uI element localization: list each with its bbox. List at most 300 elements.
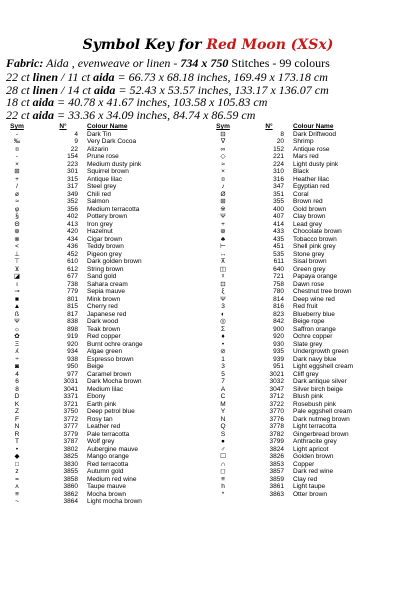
dmc-number-cell: 977 xyxy=(67,370,78,378)
colour-name-cell: Pottery brown xyxy=(87,213,128,220)
colour-name-cell: Light apricot xyxy=(293,445,329,453)
fabric-label: Fabric: xyxy=(6,56,44,70)
symbol-cell: ∩ xyxy=(220,460,226,468)
symbol-cell: A xyxy=(220,385,226,393)
header-colour-name: Colour Name xyxy=(87,123,128,130)
dmc-number-cell: 823 xyxy=(273,310,284,318)
dmc-number-cell: 152 xyxy=(273,145,284,153)
dmc-number-cell: 315 xyxy=(67,175,78,183)
table-row xyxy=(6,483,204,491)
symbol-cell: N xyxy=(220,415,226,423)
dmc-number-cell: 355 xyxy=(273,198,284,205)
colour-name-cell: Saffron orange xyxy=(293,325,336,333)
table-row xyxy=(6,251,204,259)
dmc-number-cell: 301 xyxy=(67,168,78,175)
table-row xyxy=(212,491,410,499)
table-row xyxy=(212,446,410,454)
symbol-cell: - xyxy=(15,130,19,138)
table-header xyxy=(6,123,204,131)
symbol-cell: ⊕ xyxy=(220,228,226,235)
table-row xyxy=(212,333,410,341)
left-column xyxy=(6,123,204,506)
symbol-cell: ♂ xyxy=(220,445,226,453)
symbol-cell: ◎ xyxy=(220,318,226,325)
dmc-number-cell: 3712 xyxy=(269,393,284,400)
table-row xyxy=(6,408,204,416)
dmc-number-cell: 817 xyxy=(67,310,78,318)
colour-name-cell: Wolf grey xyxy=(87,438,115,445)
table-row xyxy=(212,348,410,356)
colour-name-cell: Leather red xyxy=(87,423,121,430)
colour-name-cell: Stone grey xyxy=(293,250,325,258)
colour-name-cell: Lead grey xyxy=(293,220,322,228)
colour-name-cell: Copper xyxy=(293,460,315,468)
table-row xyxy=(212,476,410,484)
symbol-cell: ⊕ xyxy=(14,228,20,235)
symbol-cell: ⊟ xyxy=(220,130,226,138)
symbol-cell: ■ xyxy=(15,295,19,303)
dmc-number-cell: 612 xyxy=(67,265,78,273)
table-row xyxy=(212,326,410,334)
stitch-count: 734 x 750 xyxy=(180,56,229,70)
table-row xyxy=(212,266,410,274)
table-row xyxy=(6,213,204,221)
dmc-number-cell: 420 xyxy=(67,228,78,235)
dmc-number-cell: 816 xyxy=(273,303,284,310)
dmc-number-cell: 738 xyxy=(67,280,78,288)
colour-name-cell: Mango orange xyxy=(87,453,129,460)
dmc-number-cell: 721 xyxy=(273,273,284,280)
table-row xyxy=(212,251,410,259)
table-row xyxy=(6,138,204,146)
colour-name-cell: Sahara cream xyxy=(87,280,128,288)
colour-name-cell: Tobacco brown xyxy=(293,235,337,243)
table-row xyxy=(212,423,410,431)
colour-name-cell: Dark Tin xyxy=(87,130,112,138)
symbol-cell: ∇ xyxy=(220,138,226,145)
dmc-number-cell: 900 xyxy=(273,325,284,333)
colour-name-cell: Dark nutmeg brown xyxy=(293,415,350,423)
page-title xyxy=(0,36,416,54)
colour-name-cell: Dark Driftwood xyxy=(293,130,336,138)
colour-name-cell: Beige xyxy=(87,363,104,370)
dmc-number-cell: 677 xyxy=(67,273,78,280)
table-row xyxy=(212,431,410,439)
table-row xyxy=(6,333,204,341)
colour-name-cell: Mink brown xyxy=(87,295,121,303)
dmc-number-cell: 154 xyxy=(67,153,78,160)
dmc-number-cell: 3824 xyxy=(269,445,284,453)
dmc-number-cell: 951 xyxy=(273,363,284,370)
dmc-number-cell: 3021 xyxy=(269,370,284,378)
dmc-number-cell: 9 xyxy=(74,138,78,145)
dmc-number-cell: 351 xyxy=(273,190,284,198)
dmc-number-cell: 938 xyxy=(67,355,78,363)
size-value: = 33.36 x 34.09 inches, 84.74 x 86.59 cm xyxy=(54,107,256,122)
table-row xyxy=(212,138,410,146)
right-column xyxy=(212,123,410,498)
symbol-cell: • xyxy=(15,445,19,453)
table-row xyxy=(6,356,204,364)
symbol-cell: ı xyxy=(16,280,18,288)
symbol-cell: ‰ xyxy=(13,138,21,145)
colour-name-cell: Burnt ochre orange xyxy=(87,340,143,348)
symbol-cell: + xyxy=(15,175,19,183)
colour-name-cell: Deep petrol blue xyxy=(87,408,135,415)
size-fab2: aida xyxy=(32,107,55,122)
symbol-cell: ● xyxy=(221,438,225,445)
size-value: = 66.73 x 68.18 inches, 169.49 x 173.18 cm xyxy=(114,70,328,84)
dmc-number-cell: 920 xyxy=(67,340,78,348)
dmc-number-cell: 3864 xyxy=(63,498,78,505)
colour-name-cell: Teak brown xyxy=(87,325,121,333)
size-prefix: 22 ct xyxy=(6,70,33,84)
dmc-number-cell: 3782 xyxy=(269,430,284,438)
table-row xyxy=(6,341,204,349)
table-row xyxy=(212,401,410,409)
table-row xyxy=(212,183,410,191)
colour-name-cell: Silver birch beige xyxy=(293,385,343,393)
table-row xyxy=(212,273,410,281)
dmc-number-cell: 919 xyxy=(67,333,78,340)
dmc-number-cell: 452 xyxy=(67,250,78,258)
table-row xyxy=(212,221,410,229)
colour-name-cell: Antique rose xyxy=(293,145,330,153)
colour-name-cell: Dark navy blue xyxy=(293,355,337,363)
symbol-cell: Ψ xyxy=(220,213,226,220)
symbol-cell: ⊥ xyxy=(14,250,20,258)
table-row xyxy=(212,378,410,386)
colour-name-cell: Coral xyxy=(293,190,309,198)
colour-name-cell: Golden brown xyxy=(293,453,334,460)
fabric-text: Aida , evenweave or linen - xyxy=(43,56,181,70)
table-row xyxy=(6,266,204,274)
dmc-number-cell: 317 xyxy=(67,183,78,190)
colour-name-cell: Beige rope xyxy=(293,318,325,325)
dmc-number-cell: 3722 xyxy=(269,400,284,408)
symbol-cell: 8 xyxy=(15,385,19,393)
table-row xyxy=(6,378,204,386)
table-row xyxy=(6,453,204,461)
size-prefix: 18 ct xyxy=(6,95,33,109)
colour-name-cell: Gingerbread brown xyxy=(293,430,349,438)
table-row xyxy=(212,416,410,424)
dmc-number-cell: 934 xyxy=(67,348,78,355)
colour-name-cell: Gold brown xyxy=(293,205,327,213)
symbol-cell: Ψ xyxy=(220,295,226,303)
symbol-cell: ◻ xyxy=(220,468,226,475)
table-row xyxy=(6,161,204,169)
table-row xyxy=(6,468,204,476)
colour-name-cell: Otter brown xyxy=(293,490,327,498)
dmc-number-cell: 3032 xyxy=(269,378,284,385)
colour-name-cell: Sisal brown xyxy=(293,258,327,265)
table-row xyxy=(6,476,204,484)
table-row xyxy=(6,393,204,401)
colour-name-cell: Chocolate brown xyxy=(293,228,342,235)
table-row xyxy=(6,153,204,161)
symbol-cell: ☼ xyxy=(14,325,20,333)
colour-name-cell: Undergrowth green xyxy=(293,348,349,355)
symbol-cell: ※ xyxy=(220,205,226,213)
colour-name-cell: Teddy brown xyxy=(87,243,124,250)
table-row xyxy=(6,401,204,409)
symbol-cell: ♪ xyxy=(221,183,225,190)
colour-name-cell: Dawn rose xyxy=(293,280,325,288)
colour-name-cell: Blush pink xyxy=(293,393,323,400)
table-row xyxy=(212,176,410,184)
symbol-cell: ◙ xyxy=(15,363,19,370)
table-row xyxy=(6,206,204,214)
table-row xyxy=(212,318,410,326)
dmc-number-cell: 611 xyxy=(273,258,284,265)
colour-name-cell: Dark wood xyxy=(87,318,119,325)
symbol-cell: + xyxy=(221,220,225,228)
symbol-cell: M xyxy=(220,400,226,408)
dmc-number-cell: 780 xyxy=(273,288,284,295)
table-row xyxy=(212,408,410,416)
dmc-number-cell: 779 xyxy=(67,288,78,295)
colour-name-cell: Anthracite grey xyxy=(293,438,337,445)
table-row xyxy=(6,423,204,431)
dmc-number-cell: 3863 xyxy=(269,490,284,498)
table-row xyxy=(212,228,410,236)
dmc-number-cell: 3777 xyxy=(63,423,78,430)
colour-name-cell: Sepia mauve xyxy=(87,288,125,295)
symbol-cell: N xyxy=(14,423,20,430)
colour-name-cell: Medium red wine xyxy=(87,475,137,483)
dmc-number-cell: 3853 xyxy=(269,460,284,468)
size-mid: / 14 ct xyxy=(58,82,95,97)
table-row xyxy=(212,213,410,221)
symbol-cell: ↔ xyxy=(219,250,227,258)
table-row xyxy=(212,288,410,296)
symbol-cell: Ξ xyxy=(14,340,20,348)
colour-count: 99 colours xyxy=(279,56,330,70)
table-row xyxy=(6,221,204,229)
dmc-number-cell: 3772 xyxy=(63,415,78,423)
colour-name-cell: Green grey xyxy=(293,265,326,273)
dmc-number-cell: 3857 xyxy=(269,468,284,475)
colour-name-cell: Japanese red xyxy=(87,310,127,318)
header-number: N° xyxy=(265,123,273,130)
table-row xyxy=(212,303,410,311)
table-row xyxy=(212,438,410,446)
colour-name-cell: Aubergine mauve xyxy=(87,445,138,453)
symbol-cell: ◇ xyxy=(220,153,226,160)
size-fab1: linen xyxy=(32,82,59,97)
colour-name-cell: Algae green xyxy=(87,348,123,355)
symbol-cell: = xyxy=(15,475,19,483)
colour-name-cell: Cigar brown xyxy=(87,235,123,243)
dmc-number-cell: 3799 xyxy=(269,438,284,445)
dmc-number-cell: 451 xyxy=(273,243,284,250)
table-row xyxy=(6,348,204,356)
table-row xyxy=(212,453,410,461)
dmc-number-cell: 223 xyxy=(67,160,78,168)
colour-name-cell: Chili red xyxy=(87,190,111,198)
dmc-number-cell: 930 xyxy=(273,340,284,348)
symbol-cell: - xyxy=(15,153,19,160)
colour-name-cell: Light dusty pink xyxy=(293,160,339,168)
title-pattern-name: Red Moon (XSx) xyxy=(206,37,334,53)
symbol-cell: ♣ xyxy=(220,235,226,243)
colour-name-cell: Dark Mocha brown xyxy=(87,378,142,385)
dmc-number-cell: 801 xyxy=(67,295,78,303)
colour-name-cell: Espresso brown xyxy=(87,355,134,363)
colour-name-cell: Red copper xyxy=(87,333,121,340)
dmc-number-cell: 352 xyxy=(67,198,78,205)
table-row xyxy=(212,236,410,244)
symbol-cell: ☓ xyxy=(221,273,225,280)
dmc-number-cell: 4 xyxy=(74,130,78,138)
table-row xyxy=(212,168,410,176)
colour-name-cell: Rosebush pink xyxy=(293,400,336,408)
table-row xyxy=(6,258,204,266)
symbol-cell: • xyxy=(221,340,225,348)
dmc-number-cell: 838 xyxy=(67,318,78,325)
colour-name-cell: Dark red wine xyxy=(293,468,334,475)
dmc-number-cell: 413 xyxy=(67,220,78,228)
table-row xyxy=(6,416,204,424)
size-value: = 40.78 x 41.67 inches, 103.58 x 105.83 cm xyxy=(54,95,268,109)
symbol-cell: ⊻ xyxy=(14,265,20,273)
dmc-number-cell: 535 xyxy=(273,250,284,258)
dmc-number-cell: 3778 xyxy=(269,423,284,430)
dmc-number-cell: 814 xyxy=(273,295,284,303)
colour-name-cell: Alizarin xyxy=(87,145,109,153)
symbol-cell: ≡ xyxy=(221,475,225,483)
dmc-number-cell: 414 xyxy=(273,220,284,228)
colour-name-cell: Squirrel brown xyxy=(87,168,129,175)
size-fab1: linen xyxy=(32,70,59,84)
table-row xyxy=(212,206,410,214)
symbol-cell: 5 xyxy=(221,370,225,378)
symbol-cell: ø xyxy=(15,190,19,198)
colour-name-cell: Steel grey xyxy=(87,183,117,190)
dmc-number-cell: 349 xyxy=(67,190,78,198)
table-row xyxy=(6,243,204,251)
dmc-number-cell: 3858 xyxy=(63,475,78,483)
symbol-cell: S xyxy=(220,430,226,438)
symbol-cell: / xyxy=(16,183,18,190)
header-number: N° xyxy=(59,123,67,130)
dmc-number-cell: 3859 xyxy=(269,475,284,483)
colour-name-cell: Heather lilac xyxy=(293,175,330,183)
colour-name-cell: Blueberry blue xyxy=(293,310,335,318)
dmc-number-cell: 3770 xyxy=(269,408,284,415)
table-row xyxy=(6,498,204,506)
table-row xyxy=(6,236,204,244)
symbol-cell: ≡ xyxy=(15,490,19,498)
dmc-number-cell: 939 xyxy=(273,355,284,363)
symbol-cell: ✿ xyxy=(14,333,20,340)
table-row xyxy=(6,371,204,379)
table-row xyxy=(6,446,204,454)
table-row xyxy=(6,191,204,199)
symbol-cell: D xyxy=(14,393,20,400)
colour-name-cell: Earth pink xyxy=(87,400,117,408)
colour-name-cell: String brown xyxy=(87,265,124,273)
table-row xyxy=(6,461,204,469)
symbol-cell: ¤ xyxy=(221,175,225,183)
symbol-cell: ÷ xyxy=(15,355,19,363)
table-row xyxy=(6,146,204,154)
dmc-number-cell: 356 xyxy=(67,205,78,213)
symbol-cell: ≈ xyxy=(221,160,225,168)
size-value: = 52.43 x 53.57 inches, 133.17 x 136.07 cm xyxy=(115,82,329,97)
table-row xyxy=(212,198,410,206)
table-row xyxy=(6,296,204,304)
table-row xyxy=(6,168,204,176)
table-row xyxy=(6,363,204,371)
symbol-cell: ▲ xyxy=(13,303,21,310)
dmc-number-cell: 8 xyxy=(280,130,284,138)
symbol-cell: C xyxy=(220,393,226,400)
symbol-cell: Y xyxy=(220,408,226,415)
table-row xyxy=(212,258,410,266)
dmc-number-cell: 640 xyxy=(273,265,284,273)
dmc-number-cell: 433 xyxy=(273,228,284,235)
table-row xyxy=(212,191,410,199)
size-fab2: aida xyxy=(94,82,116,97)
table-row xyxy=(212,161,410,169)
colour-name-cell: Cliff grey xyxy=(293,370,319,378)
dmc-number-cell: 3861 xyxy=(269,483,284,490)
symbol-cell: ⊼ xyxy=(220,258,226,265)
dmc-number-cell: 3826 xyxy=(269,453,284,460)
dmc-number-cell: 935 xyxy=(273,348,284,355)
header-colour-name: Colour Name xyxy=(293,123,334,130)
table-row xyxy=(6,183,204,191)
table-row xyxy=(6,386,204,394)
symbol-cell: ◪ xyxy=(13,273,21,280)
table-row xyxy=(6,311,204,319)
table-row xyxy=(212,356,410,364)
dmc-number-cell: 221 xyxy=(273,153,284,160)
colour-name-cell: Clay brown xyxy=(293,213,326,220)
colour-name-cell: Light terracotta xyxy=(293,423,337,430)
dmc-number-cell: 3787 xyxy=(63,438,78,445)
colour-name-cell: Clay red xyxy=(293,475,318,483)
dmc-number-cell: 20 xyxy=(276,138,284,145)
table-row xyxy=(212,131,410,139)
colour-name-cell: Iron grey xyxy=(87,220,113,228)
symbol-cell: ◆ xyxy=(14,453,20,460)
table-row xyxy=(6,303,204,311)
dmc-number-cell: 3047 xyxy=(269,385,284,393)
dmc-number-cell: 3802 xyxy=(63,445,78,453)
dmc-number-cell: 3750 xyxy=(63,408,78,415)
symbol-cell: 7 xyxy=(221,378,225,385)
colour-name-cell: Pigeon grey xyxy=(87,250,122,258)
symbol-cell: ≈ xyxy=(15,198,19,205)
stitches-label: Stitches - xyxy=(228,56,280,70)
colour-name-cell: Ebony xyxy=(87,393,106,400)
colour-name-cell: Egyptian red xyxy=(293,183,330,190)
dmc-number-cell: 815 xyxy=(67,303,78,310)
table-row xyxy=(212,341,410,349)
symbol-cell: 1 xyxy=(221,355,225,363)
table-row xyxy=(6,198,204,206)
dmc-number-cell: 310 xyxy=(273,168,284,175)
colour-name-cell: Taupe mauve xyxy=(87,483,127,490)
colour-name-cell: Rosy tan xyxy=(87,415,113,423)
colour-name-cell: Shell pink grey xyxy=(293,243,336,250)
symbol-cell: ◐ xyxy=(221,310,225,318)
symbol-cell: Ψ xyxy=(14,318,20,325)
dmc-number-cell: 407 xyxy=(273,213,284,220)
